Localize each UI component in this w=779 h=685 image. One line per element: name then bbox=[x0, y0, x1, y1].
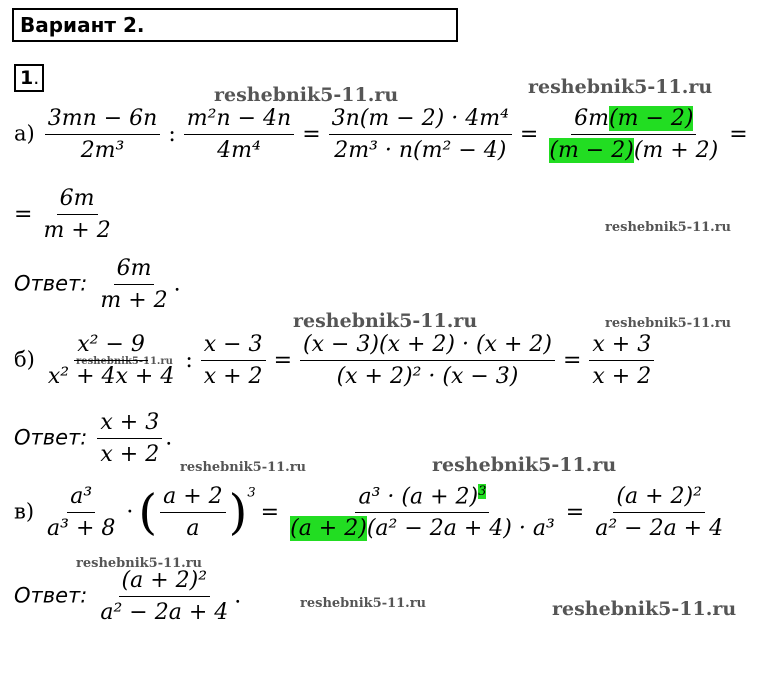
fraction: $\frac{6m(m - 2)}{(m - 2)(m + 2)}$ bbox=[549, 106, 719, 163]
fraction: $\frac{x - 3}{x + 2}$ bbox=[201, 332, 266, 389]
variant-header bbox=[12, 8, 458, 42]
answer-label: Ответ: bbox=[14, 583, 88, 608]
fraction: $\frac{a^3 \cdot (a + 2)^3}{\text{(a + 2)(a² − 2a + 4) · a³}}$ bbox=[290, 484, 555, 542]
task-number: 1 bbox=[20, 67, 34, 89]
watermark: reshebnik5-11.ru bbox=[76, 556, 203, 571]
part-c-equation: в) $\frac{\text{a³}}{\text{a³ + 8}}$ · ( $\frac{a + 2}{a}$ )$^3$= $\frac{a^3 \cdot (a + 2)^3}{\text{(a + 2)(a² − 2a + 4) · a³}}$ = $\frac{\text{(a + 2)²}}{\text{a² − 2a + 4}}$ bbox=[14, 484, 729, 541]
part-a-result: = $\frac{6m}{m + 2}$ bbox=[14, 186, 117, 243]
part-a-label: а) bbox=[14, 121, 35, 146]
fraction: $\frac{a + 2}{a}$ bbox=[160, 484, 226, 541]
watermark: reshebnik5-11.ru bbox=[605, 316, 732, 331]
answer-label: Ответ: bbox=[14, 271, 88, 296]
part-a-answer: Ответ: $\frac{6m}{m + 2}$ . bbox=[14, 256, 181, 313]
watermark: reshebnik5-11.ru bbox=[300, 596, 427, 611]
fraction: $\frac{\text{3n(m − 2) · 4m⁴}}{\text{2m³ · n(m² − 4)}}$ bbox=[329, 106, 512, 163]
watermark: reshebnik5-11.ru bbox=[552, 598, 737, 620]
cancel-highlight: (a + 2) bbox=[290, 516, 367, 542]
fraction: $\frac{\text{a³}}{\text{a³ + 8}}$ bbox=[47, 484, 116, 542]
watermark: reshebnik5-11.ru bbox=[528, 76, 713, 98]
watermark: reshebnik5-11.ru bbox=[180, 460, 307, 475]
cancel-highlight: (m − 2) bbox=[549, 138, 634, 163]
watermark: reshebnik5-11.ru bbox=[432, 454, 617, 476]
part-b-label: б) bbox=[14, 347, 35, 372]
watermark: reshebnik5-11.ru bbox=[214, 84, 399, 106]
fraction: $\frac{3mn - 6n}{\text{2m³}}$ bbox=[45, 106, 161, 163]
fraction: $\frac{(x - 3)(x + 2) \cdot (x + 2)}{\text{(x + 2)² · (x − 3)}}$ bbox=[300, 332, 555, 389]
cancel-highlight: 3 bbox=[478, 484, 487, 499]
part-c-answer: Ответ: $\frac{\text{(a + 2)²}}{\text{a² − 2a + 4}}$ . bbox=[14, 568, 242, 625]
task-number-box: 1. bbox=[14, 64, 44, 92]
watermark: reshebnik5-11.ru bbox=[76, 356, 173, 367]
fraction: $\frac{\text{m²n − 4n}}{\text{4m⁴}}$ bbox=[184, 106, 294, 163]
fraction: $\frac{\text{(a + 2)²}}{\text{a² − 2a + 4}}$ bbox=[595, 484, 724, 542]
answer-label: Ответ: bbox=[14, 425, 88, 450]
fraction: $\frac{\text{(a + 2)²}}{\text{a² − 2a + 4}}$ bbox=[100, 568, 229, 625]
fraction: $\frac{x + 3}{x + 2}$ bbox=[97, 410, 162, 467]
watermark: reshebnik5-11.ru bbox=[605, 220, 732, 235]
fraction: $\frac{6m}{m + 2}$ bbox=[100, 256, 168, 313]
fraction: $\frac{6m}{m + 2}$ bbox=[43, 186, 111, 243]
fraction: $\frac{x + 3}{x + 2}$ bbox=[589, 332, 654, 389]
fraction: $\frac{\text{x² − 9}}{\text{x² + 4x + 4}}$ bbox=[47, 332, 175, 389]
exponent: 3 bbox=[247, 485, 256, 501]
part-c-label: в) bbox=[14, 499, 35, 524]
watermark: reshebnik5-11.ru bbox=[293, 310, 478, 332]
part-b-answer: Ответ: $\frac{x + 3}{x + 2}$ . bbox=[14, 410, 173, 467]
part-a-equation: а) $\frac{3mn - 6n}{\text{2m³}}$ : $\frac{\text{m²n − 4n}}{\text{4m⁴}}$ = $\frac{\text{3n(m − 2) · 4m⁴}}{\text{2m³ · n(m² − 4)}}$ = $\frac{6m(m - 2)}{(m - 2)(m + 2)}$ = bbox=[14, 106, 748, 163]
part-b-equation: б) $\frac{\text{x² − 9}}{\text{x² + 4x + 4}}$ : $\frac{x - 3}{x + 2}$ = $\frac{(x - 3)(x + 2) \cdot (x + 2)}{\text{(x + 2)² · (x − 3)}}$ = $\frac{x + 3}{x + 2}$ bbox=[14, 332, 657, 389]
cancel-highlight: (m − 2) bbox=[609, 106, 694, 131]
variant-title: Вариант 2. bbox=[20, 13, 145, 37]
